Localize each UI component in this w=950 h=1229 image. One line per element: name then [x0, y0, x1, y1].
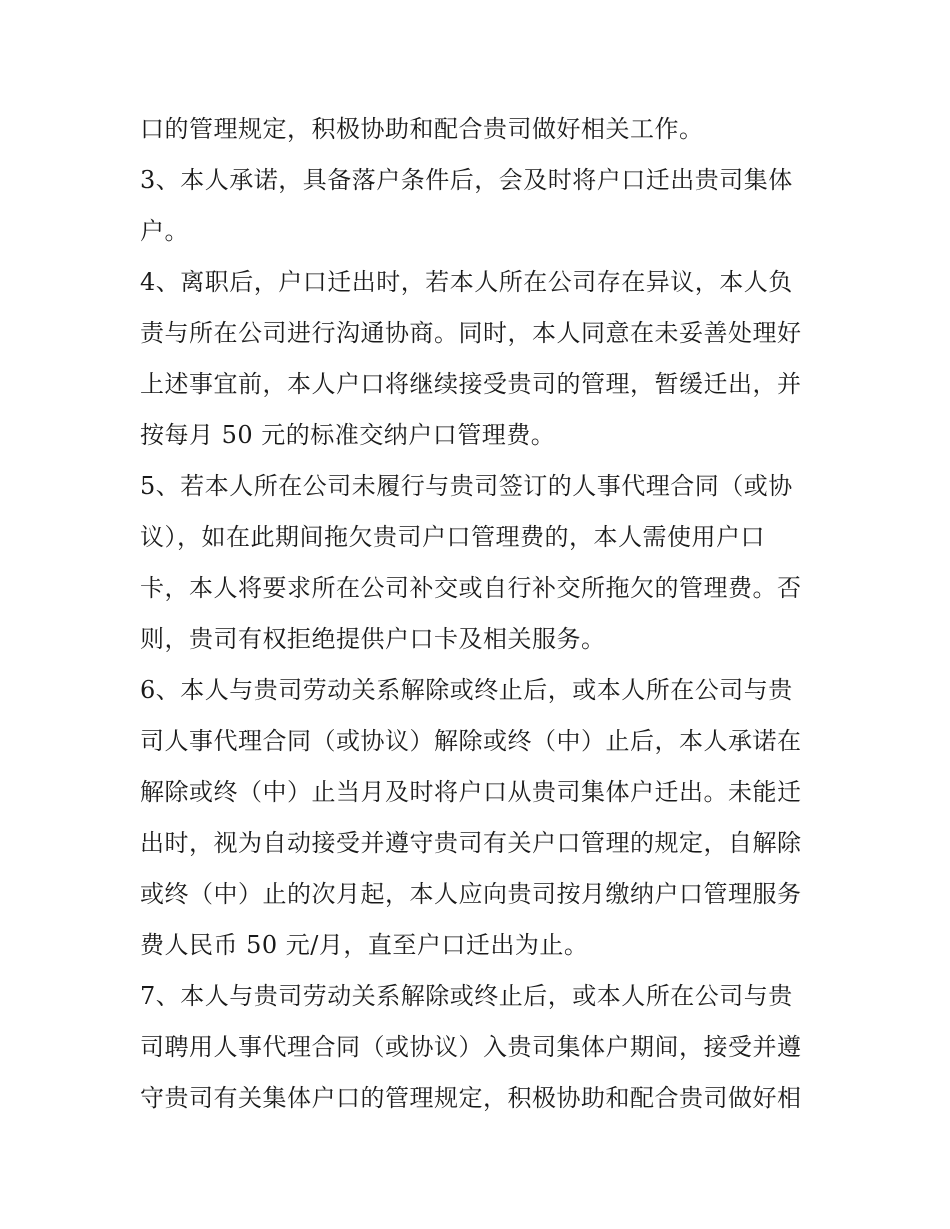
text-line: 守贵司有关集体户口的管理规定，积极协助和配合贵司做好相 — [140, 1084, 802, 1112]
text-line: 则，贵司有权拒绝提供户口卡及相关服务。 — [140, 625, 606, 653]
text-line: 出时，视为自动接受并遵守贵司有关户口管理的规定，自解除 — [140, 829, 802, 857]
text-line: 6、本人与贵司劳动关系解除或终止后，或本人所在公司与贵 — [140, 676, 793, 704]
text-line: 按每月 50 元的标准交纳户口管理费。 — [140, 421, 556, 449]
text-line: 卡，本人将要求所在公司补交或自行补交所拖欠的管理费。否 — [140, 574, 802, 602]
text-line: 5、若本人所在公司未履行与贵司签订的人事代理合同（或协 — [140, 472, 793, 500]
text-line: 议），如在此期间拖欠贵司户口管理费的，本人需使用户口 — [140, 523, 765, 551]
text-line: 费人民币 50 元/月，直至户口迁出为止。 — [140, 931, 589, 959]
text-line: 司聘用人事代理合同（或协议）入贵司集体户期间，接受并遵 — [140, 1033, 802, 1061]
document-body — [140, 104, 820, 1124]
text-line: 责与所在公司进行沟通协商。同时，本人同意在未妥善处理好 — [140, 319, 802, 347]
text-line: 口的管理规定，积极协助和配合贵司做好相关工作。 — [140, 115, 704, 143]
text-line: 上述事宜前，本人户口将继续接受贵司的管理，暂缓迁出，并 — [140, 370, 802, 398]
text-line: 司人事代理合同（或协议）解除或终（中）止后，本人承诺在 — [140, 727, 802, 755]
text-line: 3、本人承诺，具备落户条件后，会及时将户口迁出贵司集体 — [140, 166, 793, 194]
text-line: 4、离职后，户口迁出时，若本人所在公司存在异议，本人负 — [140, 268, 793, 296]
text-line: 7、本人与贵司劳动关系解除或终止后，或本人所在公司与贵 — [140, 982, 793, 1010]
text-line: 或终（中）止的次月起，本人应向贵司按月缴纳户口管理服务 — [140, 880, 802, 908]
text-line: 解除或终（中）止当月及时将户口从贵司集体户迁出。未能迁 — [140, 778, 802, 806]
text-line: 户。 — [140, 217, 189, 245]
